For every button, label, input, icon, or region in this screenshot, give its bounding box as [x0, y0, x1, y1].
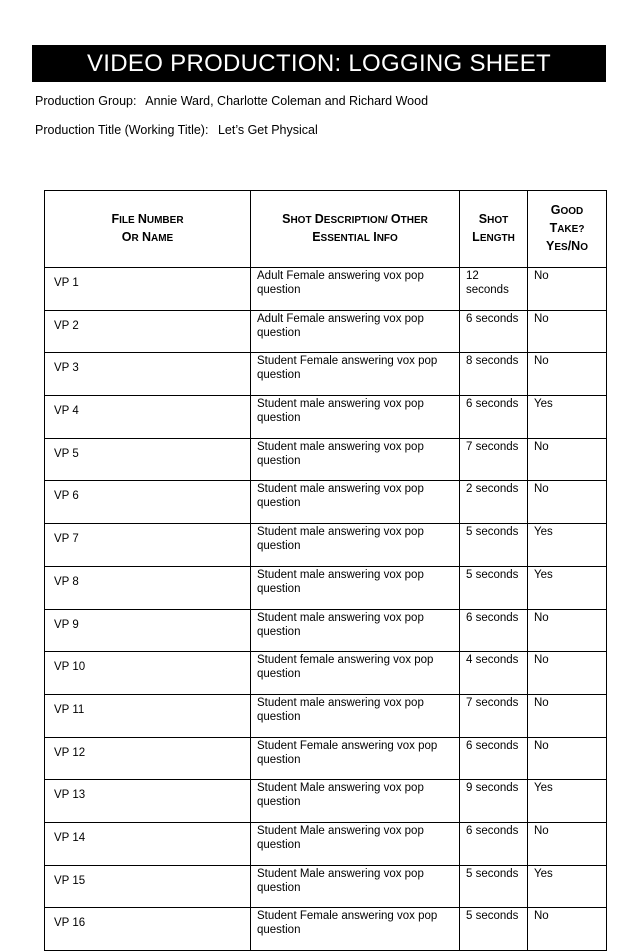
- good-take-cell-text: No: [534, 696, 549, 709]
- table-row: [45, 694, 607, 737]
- table-header-row: [45, 191, 607, 268]
- file-number-cell-text: VP 15: [54, 874, 86, 887]
- file-number-cell: [45, 481, 251, 524]
- table-row: [45, 865, 607, 908]
- shot-length-cell-text: 5 seconds: [466, 526, 519, 539]
- shot-length-cell-text: 7 seconds: [466, 696, 519, 709]
- shot-description-cell: [251, 780, 460, 823]
- file-number-cell: [45, 822, 251, 865]
- table-row: [45, 822, 607, 865]
- shot-length-cell: [460, 652, 528, 695]
- file-number-cell: [45, 694, 251, 737]
- production-title-value: Let’s Get Physical: [217, 123, 318, 137]
- good-take-cell: [528, 353, 607, 396]
- logging-table: [44, 190, 607, 951]
- table-row: [45, 566, 607, 609]
- file-number-cell: [45, 524, 251, 567]
- good-take-cell: [528, 396, 607, 439]
- shot-length-cell: [460, 524, 528, 567]
- shot-description-cell-text: Student Female answering vox pop question: [257, 910, 438, 937]
- shot-description-cell-text: Student Male answering vox pop question: [257, 824, 424, 851]
- shot-description-cell: [251, 694, 460, 737]
- shot-length-cell-text: 7 seconds: [466, 440, 519, 453]
- shot-description-cell: [251, 737, 460, 780]
- shot-length-cell: [460, 438, 528, 481]
- table-row: [45, 737, 607, 780]
- shot-length-cell: [460, 908, 528, 951]
- shot-length-cell-text: 9 seconds: [466, 782, 519, 795]
- table-row: [45, 396, 607, 439]
- file-number-cell: [45, 353, 251, 396]
- good-take-cell: [528, 438, 607, 481]
- good-take-cell-text: No: [534, 824, 549, 837]
- shot-length-cell: [460, 353, 528, 396]
- shot-length-cell-text: 5 seconds: [466, 568, 519, 581]
- shot-length-cell-text: 8 seconds: [466, 355, 519, 368]
- shot-description-cell: [251, 822, 460, 865]
- shot-description-cell: [251, 396, 460, 439]
- shot-length-cell-text: 6 seconds: [466, 739, 519, 752]
- shot-description-cell-text: Adult Female answering vox pop question: [257, 312, 424, 339]
- good-take-cell: [528, 310, 607, 353]
- shot-length-cell-text: 12 seconds: [466, 270, 509, 296]
- good-take-cell: [528, 566, 607, 609]
- file-number-cell-text: VP 10: [54, 661, 86, 674]
- shot-description-cell-text: Student male answering vox pop question: [257, 526, 424, 553]
- file-number-cell-text: VP 14: [54, 831, 86, 844]
- shot-length-cell: [460, 310, 528, 353]
- good-take-cell-text: No: [534, 654, 549, 667]
- shot-length-cell-text: 6 seconds: [466, 312, 519, 325]
- production-title: [35, 123, 318, 137]
- table-row: [45, 908, 607, 951]
- shot-description-cell: [251, 481, 460, 524]
- file-number-cell-text: VP 6: [54, 490, 79, 503]
- good-take-cell-text: Yes: [534, 526, 553, 539]
- shot-description-cell-text: Student Male answering vox pop question: [257, 867, 424, 894]
- good-take-cell: [528, 822, 607, 865]
- shot-description-cell-text: Student male answering vox pop question: [257, 398, 424, 425]
- file-number-cell: [45, 438, 251, 481]
- table-row: [45, 524, 607, 567]
- shot-length-cell-text: 6 seconds: [466, 611, 519, 624]
- shot-length-cell: [460, 694, 528, 737]
- file-number-cell: [45, 652, 251, 695]
- file-number-cell: [45, 396, 251, 439]
- good-take-cell-text: Yes: [534, 782, 553, 795]
- column-header-file-text: FILE NUMBER OR NAME: [111, 212, 184, 244]
- good-take-cell: [528, 737, 607, 780]
- table-row: [45, 268, 607, 311]
- shot-length-cell: [460, 780, 528, 823]
- good-take-cell: [528, 524, 607, 567]
- good-take-cell-text: No: [534, 312, 549, 325]
- column-header-length: [460, 191, 528, 268]
- production-group-value: Annie Ward, Charlotte Coleman and Richard Wood: [145, 94, 429, 108]
- shot-description-cell-text: Student Female answering vox pop question: [257, 739, 438, 766]
- good-take-cell-text: No: [534, 355, 549, 368]
- shot-description-cell: [251, 353, 460, 396]
- shot-description-cell-text: Student Male answering vox pop question: [257, 782, 424, 809]
- file-number-cell-text: VP 12: [54, 746, 86, 759]
- shot-length-cell: [460, 609, 528, 652]
- shot-length-cell-text: 2 seconds: [466, 483, 519, 496]
- good-take-cell: [528, 780, 607, 823]
- shot-length-cell: [460, 481, 528, 524]
- good-take-cell: [528, 268, 607, 311]
- column-header-description: [251, 191, 460, 268]
- file-number-cell: [45, 865, 251, 908]
- column-header-file: [45, 191, 251, 268]
- file-number-cell: [45, 268, 251, 311]
- good-take-cell-text: No: [534, 611, 549, 624]
- table-row: [45, 780, 607, 823]
- file-number-cell-text: VP 3: [54, 362, 79, 375]
- shot-description-cell-text: Student male answering vox pop question: [257, 568, 424, 595]
- file-number-cell: [45, 310, 251, 353]
- good-take-cell-text: Yes: [534, 867, 553, 880]
- file-number-cell-text: VP 9: [54, 618, 79, 631]
- page-title: VIDEO PRODUCTION: LOGGING SHEET: [32, 45, 606, 82]
- good-take-cell-text: No: [534, 739, 549, 752]
- production-group: [35, 94, 428, 108]
- shot-description-cell-text: Student male answering vox pop question: [257, 696, 424, 723]
- shot-description-cell: [251, 609, 460, 652]
- good-take-cell-text: Yes: [534, 398, 553, 411]
- file-number-cell: [45, 566, 251, 609]
- shot-length-cell: [460, 865, 528, 908]
- column-header-description-text: SHOT DESCRIPTION/ OTHER ESSENTIAL INFO: [282, 212, 428, 244]
- shot-description-cell: [251, 310, 460, 353]
- file-number-cell-text: VP 13: [54, 789, 86, 802]
- shot-length-cell: [460, 396, 528, 439]
- table-row: [45, 609, 607, 652]
- shot-description-cell: [251, 566, 460, 609]
- good-take-cell: [528, 694, 607, 737]
- good-take-cell-text: No: [534, 440, 549, 453]
- file-number-cell: [45, 609, 251, 652]
- column-header-good-take-text: GOOD TAKE? YES/NO: [546, 203, 588, 253]
- table-row: [45, 353, 607, 396]
- shot-description-cell-text: Student male answering vox pop question: [257, 483, 424, 510]
- shot-length-cell: [460, 737, 528, 780]
- file-number-cell-text: VP 11: [54, 703, 85, 716]
- table-row: [45, 481, 607, 524]
- shot-description-cell: [251, 652, 460, 695]
- good-take-cell: [528, 652, 607, 695]
- shot-description-cell: [251, 268, 460, 311]
- shot-length-cell-text: 6 seconds: [466, 824, 519, 837]
- good-take-cell: [528, 481, 607, 524]
- table-row: [45, 652, 607, 695]
- shot-description-cell: [251, 865, 460, 908]
- shot-description-cell: [251, 908, 460, 951]
- file-number-cell-text: VP 4: [54, 405, 79, 418]
- column-header-good-take: [528, 191, 607, 268]
- good-take-cell-text: Yes: [534, 568, 553, 581]
- file-number-cell-text: VP 5: [54, 447, 79, 460]
- good-take-cell: [528, 865, 607, 908]
- shot-description-cell-text: Student male answering vox pop question: [257, 611, 424, 638]
- file-number-cell: [45, 908, 251, 951]
- shot-length-cell-text: 5 seconds: [466, 867, 519, 880]
- good-take-cell: [528, 908, 607, 951]
- file-number-cell-text: VP 7: [54, 533, 79, 546]
- table-row: [45, 438, 607, 481]
- shot-description-cell-text: Student male answering vox pop question: [257, 440, 424, 467]
- shot-description-cell-text: Student Female answering vox pop question: [257, 355, 438, 382]
- shot-length-cell: [460, 822, 528, 865]
- file-number-cell: [45, 737, 251, 780]
- shot-length-cell-text: 4 seconds: [466, 654, 519, 667]
- production-group-label: Production Group:: [35, 94, 137, 108]
- file-number-cell: [45, 780, 251, 823]
- shot-length-cell: [460, 566, 528, 609]
- shot-description-cell-text: Adult Female answering vox pop question: [257, 270, 424, 296]
- shot-length-cell-text: 6 seconds: [466, 398, 519, 411]
- file-number-cell-text: VP 8: [54, 575, 79, 588]
- shot-length-cell: [460, 268, 528, 311]
- file-number-cell-text: VP 1: [54, 277, 79, 289]
- shot-description-cell: [251, 438, 460, 481]
- table-row: [45, 310, 607, 353]
- production-title-label: Production Title (Working Title):: [35, 123, 209, 137]
- good-take-cell-text: No: [534, 483, 549, 496]
- shot-description-cell: [251, 524, 460, 567]
- file-number-cell-text: VP 16: [54, 917, 86, 930]
- file-number-cell-text: VP 2: [54, 319, 79, 332]
- good-take-cell-text: No: [534, 270, 549, 282]
- good-take-cell: [528, 609, 607, 652]
- shot-length-cell-text: 5 seconds: [466, 910, 519, 923]
- shot-description-cell-text: Student female answering vox pop question: [257, 654, 434, 681]
- good-take-cell-text: No: [534, 910, 549, 923]
- column-header-length-text: SHOT LENGTH: [472, 212, 515, 244]
